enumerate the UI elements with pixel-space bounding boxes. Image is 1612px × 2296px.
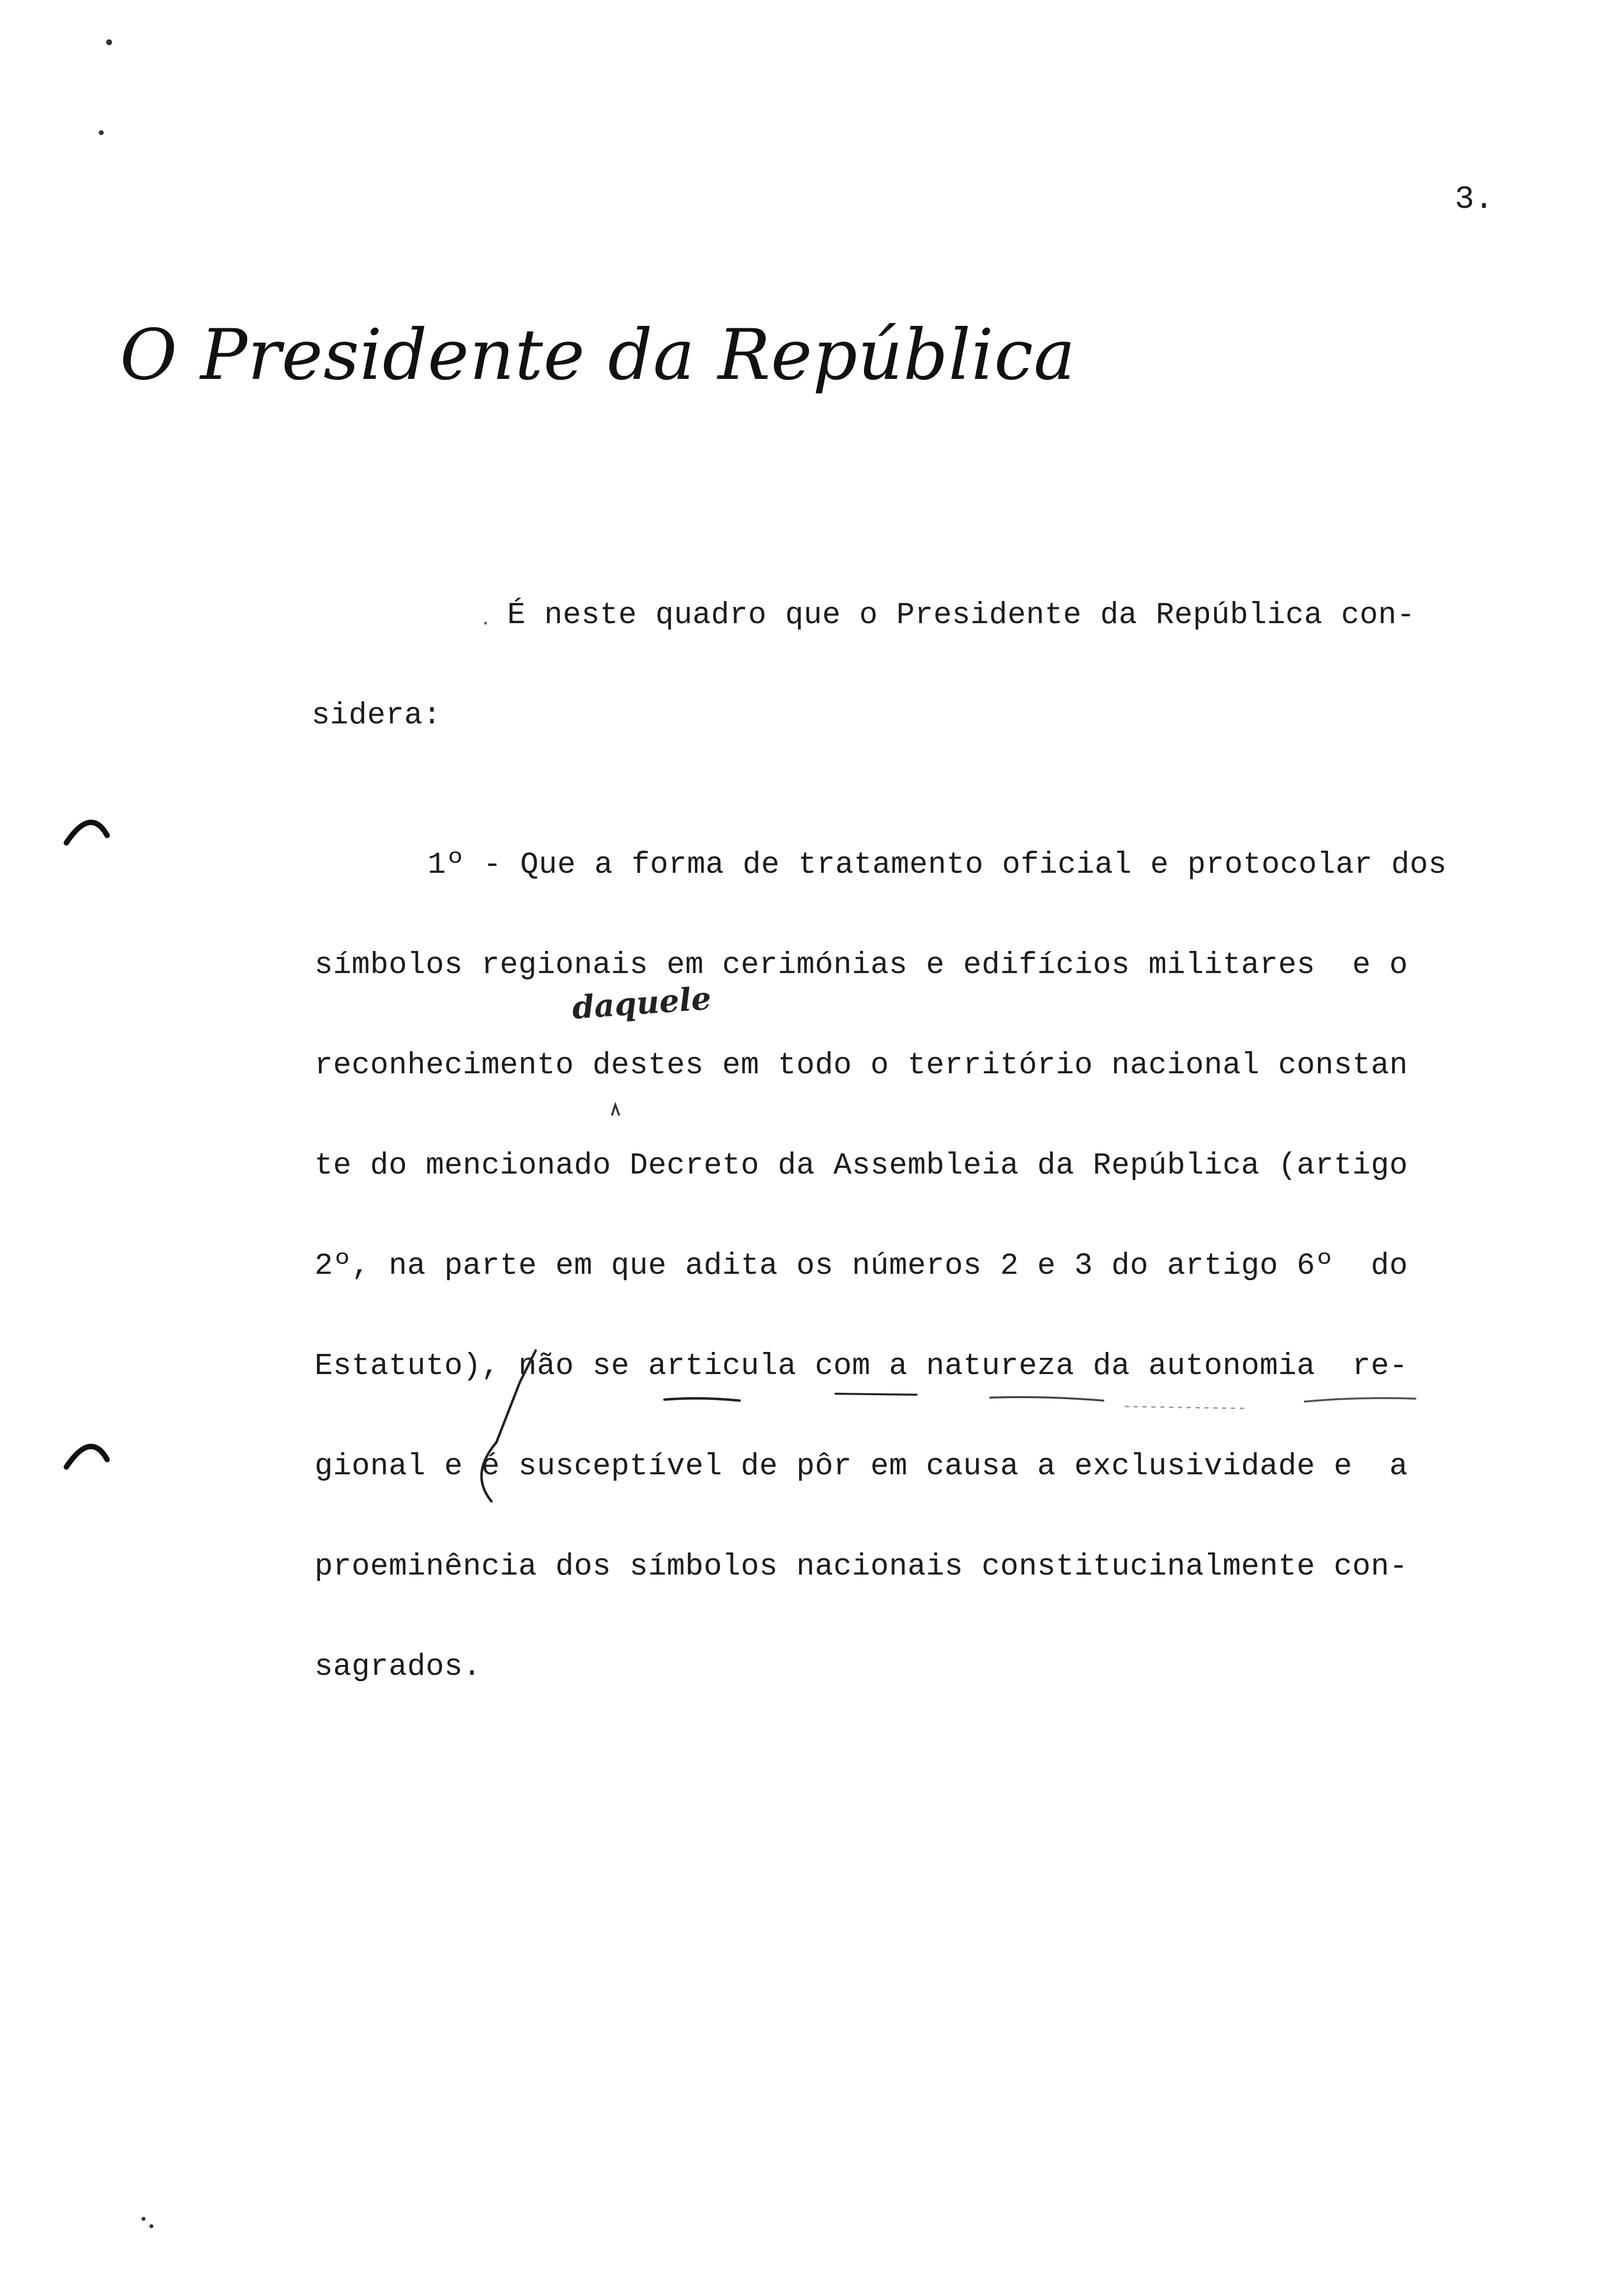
hole-punch-mark-upper: [66, 822, 107, 843]
handwritten-bracket-line: [496, 1350, 536, 1442]
item-1-line-1: 1º - Que a forma de tratamento oficial e protocolar dos: [428, 847, 1447, 882]
handwritten-insertion-caret: [612, 1105, 619, 1116]
underline-natureza: [990, 1397, 1103, 1401]
intro-line-2: sidera:: [312, 698, 441, 733]
speck: [106, 39, 112, 45]
item-1-line-9: sagrados.: [315, 1649, 482, 1684]
item-1-line-5: 2º, na parte em que adita os números 2 e 3 do artigo 6º do: [315, 1248, 1408, 1283]
item-1-line-4: te do mencionado Decreto da Assembleia da República (artigo: [315, 1148, 1408, 1183]
intro-line-1: É neste quadro que o Presidente da República con-: [507, 598, 1415, 632]
page-number: 3.: [1455, 181, 1494, 218]
speck: [99, 130, 104, 135]
item-1-line-3: reconhecimento destes em todo o território nacional constan: [315, 1048, 1408, 1083]
underline-autonomia: [1305, 1398, 1415, 1402]
item-1-line-2: símbolos regionais em cerimónias e edifícios militares e o: [315, 947, 1408, 982]
item-1-line-8: proeminência dos símbolos nacionais constitucinalmente con-: [315, 1549, 1408, 1584]
handwritten-insertion: daquele: [571, 980, 713, 1027]
item-1-line-6: Estatuto), não se articula com a natureza da autonomia re-: [315, 1349, 1408, 1383]
speck: [142, 2217, 145, 2221]
speck: [149, 2224, 153, 2228]
underline-com: [835, 1394, 917, 1395]
hole-punch-mark-lower: [66, 1446, 107, 1467]
underline-dotted-da: [1125, 1406, 1246, 1408]
letterhead-title: O Presidente da República: [120, 315, 1076, 396]
speck: [484, 622, 487, 625]
underline-articula: [664, 1398, 740, 1401]
item-1-line-7: gional e é susceptível de pôr em causa a exclusividade e a: [315, 1449, 1408, 1484]
handwritten-bracket-hook: [482, 1442, 496, 1501]
